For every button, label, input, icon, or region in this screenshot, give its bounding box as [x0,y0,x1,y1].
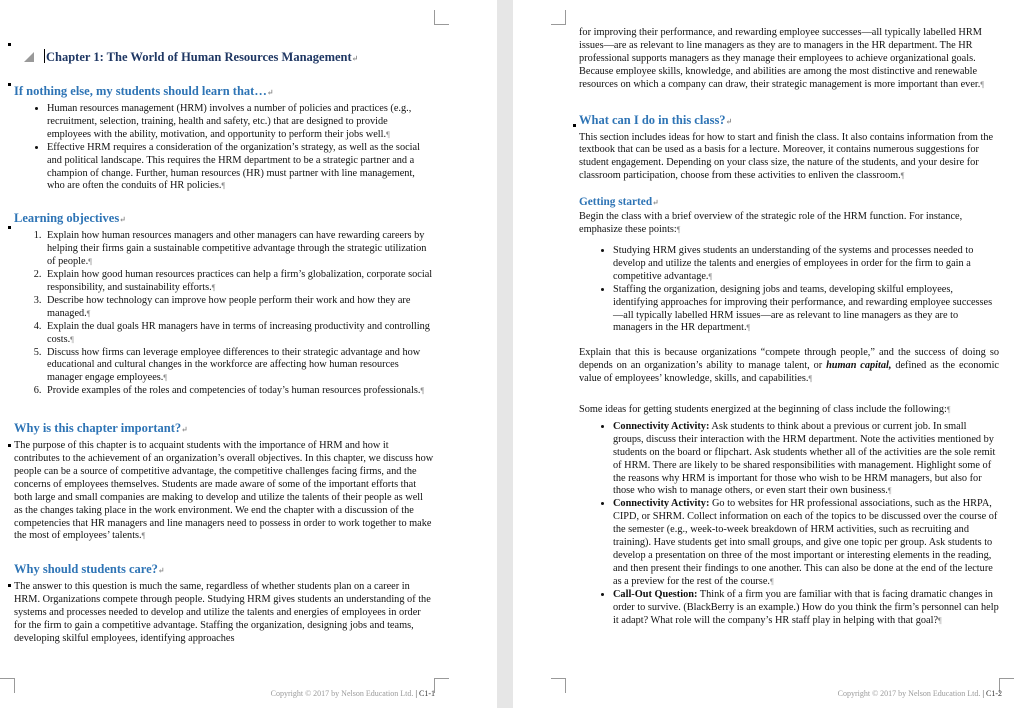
body-paragraph: Some ideas for getting students energized at the beginning of class include the following:¶ [579,404,951,416]
body-paragraph: Explain that this is because organizations “compete through people,” and the success of doing so depends on an organization’s ability to manage talent, or human capital, defined as the economic value of employees’ knowledge, skills, and capabilities.¶ [579,347,999,385]
page-2-content[interactable] [579,27,999,627]
paragraph-mark [573,124,576,127]
list-item: • Call-Out Question: Think of a firm you are familiar with that is facing dramatic changes in order to survive. (BlackBerry is an example.) How do you think the firm’s personnel can help it adapt? What role will the company’s HR staff play in helping with that goal?¶ [613,589,999,628]
section-heading: What can I do in this class?↵ [579,112,733,127]
crop-mark-top-right [434,10,449,25]
numbered-list [14,230,434,398]
list-item: • Effective HRM requires a consideration of the organization’s strategy, as well as the social and political landscape. This requires the HRM department to be a strategic partner and a champion of change. Further, human resources (HR) must partner with line management, who are often the conduits of HR policies.¶ [47,142,434,194]
subsection-heading: Getting started↵ [579,196,659,209]
section-heading: Why should students care?↵ [14,562,165,577]
crop-mark-top-left [551,10,566,25]
emphasis-term: human capital, [826,360,892,372]
list-item: • Studying HRM gives students an understanding of the systems and processes needed to develop and utilize the talents and energies of employees in order for the firm to gain a competitive advantage.¶ [613,245,999,284]
crop-mark-bottom-left [551,678,566,693]
body-paragraph: The answer to this question is much the same, regardless of whether students plan on a career in HRM. Organizations compete through people. Studying HRM gives students an understanding of the systems and processes needed to develop and utilize the talents and energies of employees in order for the firm to gain a competitive advantage. Staffing the organization, designing jobs and teams, developing skilful employees, identifying approaches [14,581,431,644]
crop-mark-bottom-left [0,678,15,693]
list-item: 5. Discuss how firms can leverage employee differences to their strategic advantage and how educational and cultural changes in the workforce are affecting how human resources manager engage employees.¶ [44,347,434,386]
bullet-list [579,421,999,628]
list-item: 6. Provide examples of the roles and competencies of today’s human resources professionals.¶ [44,385,434,398]
list-item: 4. Explain the dual goals HR managers have in terms of increasing productivity and controlling costs.¶ [44,321,434,347]
list-item: 2. Explain how good human resources practices can help a firm’s globalization, corporate social responsibility, and sustainability efforts.¶ [44,269,434,295]
section-heading: Learning objectives↵ [14,211,126,226]
page-footer: Copyright © 2017 by Nelson Education Ltd. | C1-1 [270,689,435,698]
document-page-2 [513,0,1034,708]
paragraph-mark [8,83,11,86]
bullet-list [579,245,999,335]
list-item: • Connectivity Activity: Ask students to think about a previous or current job. In small groups, discuss their interaction with the HRM department. Note the activities mentioned by students on the board or flipchart. Ask students whether all of the activities are the sole remit of HRM. There are likely to be shared responsibilities with management. Highlight some of the reasons why HRM is important for those who wish to be HRM managers, but also for those who wish to manage others, or even start their own business.¶ [613,421,999,498]
page-footer: Copyright © 2017 by Nelson Education Ltd. | C1-2 [837,689,1002,698]
body-paragraph: for improving their performance, and rewarding employee successes—all typically labelled HRM issues—are as relevant to line managers as they are to managers in the HR department. The HR professional supports managers as they manage their employees to achieve organizational goals. Because employee skills, knowledge, and abilities are among the most distinctive and renewable resources on which a company can draw, their strategic management is more important than ever.¶ [579,27,984,90]
list-item: 3. Describe how technology can improve how people perform their work and how they are managed.¶ [44,295,434,321]
bullet-list [14,103,434,193]
page-number: C1-2 [986,689,1002,698]
list-item: 1. Explain how human resources managers and other managers can have rewarding careers by helping their firms gain a sustainable competitive advantage through the strategic utilization of people.¶ [44,230,434,269]
paragraph-mark [8,43,11,46]
chapter-title: Chapter 1: The World of Human Resources Management↵ [0,48,434,68]
text-cursor [44,49,45,63]
crop-mark-bottom-right [434,678,449,693]
section-heading: If nothing else, my students should learn that…↵ [14,84,274,98]
paragraph-mark [8,584,11,587]
body-paragraph: This section includes ideas for how to start and finish the class. It also contains information from the textbook that can be used as a basis for a lecture. Moreover, it contains numerous suggestions for student engagement. Depending on your class size, the nature of the students, and your desire for classroom participation, choose from these activities to enliven the classroom.¶ [579,131,994,182]
body-paragraph: The purpose of this chapter is to acquaint students with the importance of HRM and how it contributes to the achievement of an organization’s overall objectives. In this chapter, we discuss how people can be a source of competitive advantage, the competitive challenges facing firms, and the concerns of employees themselves. Students are made aware of some of the important efforts that both large and small companies are making to develop and utilize the talents of their people as well as the changes taking place in the work environment. We end the chapter with a discussion of the competencies that HR managers and line managers need to possess in order to work together to make the most of employees’ talents.¶ [14,440,434,542]
collapse-triangle-icon[interactable] [24,52,34,62]
page-1-content[interactable] [14,48,434,652]
document-page-1 [0,0,497,708]
page-number: C1-1 [419,689,435,698]
list-item: • Connectivity Activity: Go to websites for HR professional associations, such as the HRPA, CIPD, or SHRM. Collect information on each of the topics to be discussed over the course of the semester (e.g., week-to-week breakdown of HRM activities, such as recruiting and training). Have students get into small groups, and give one topic per group. Ask students to develop a presentation on three of the most important or interesting elements in the reading, and then present their findings to one another. This can also be done at the end of the lecture as a preview for the rest of the course.¶ [613,498,999,588]
section-heading: Why is this chapter important?↵ [14,421,188,436]
body-paragraph: Begin the class with a brief overview of the strategic role of the HRM function. For instance, emphasize these points:¶ [579,211,963,236]
list-item: • Human resources management (HRM) involves a number of policies and practices (e.g., recruitment, selection, training, health and safety, etc.) that are designed to provide employees with the ability, motivation, and opportunity to perform their jobs well.¶ [47,103,434,142]
list-item: • Staffing the organization, designing jobs and teams, developing skilful employees, identifying approaches for improving their performance, and rewarding employee successes—all typically labelled HRM issues—are as relevant to line managers as they are to managers in the HR department.¶ [613,284,999,336]
paragraph-mark [8,444,11,447]
paragraph-mark [8,226,11,229]
